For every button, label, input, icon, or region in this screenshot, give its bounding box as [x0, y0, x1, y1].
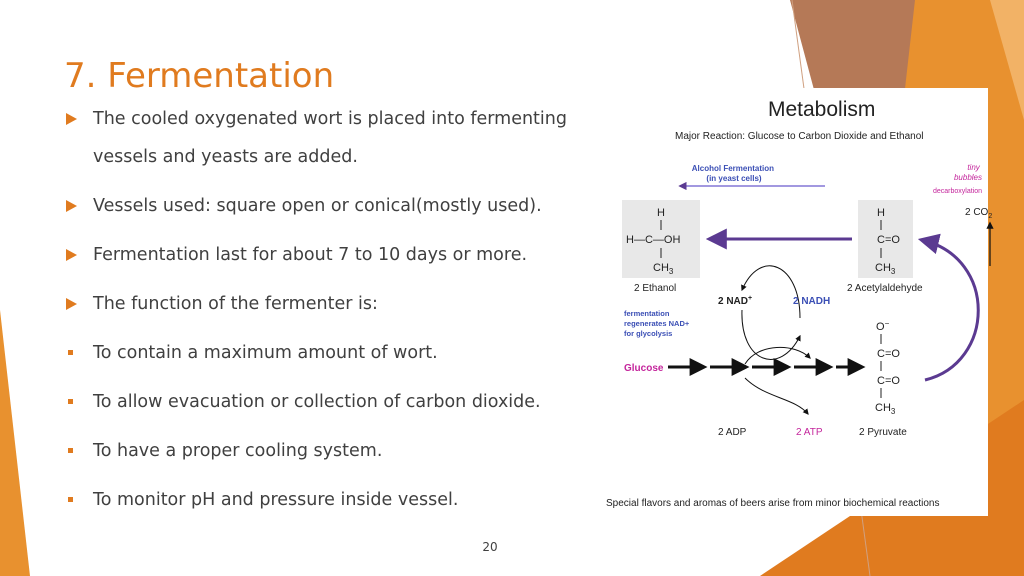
slide-title: 7. Fermentation	[64, 56, 335, 96]
sub-bullet-item	[66, 432, 606, 470]
diagram-heading: Metabolism	[768, 98, 876, 121]
square-bullet-icon	[66, 481, 80, 519]
bullet-item	[66, 100, 606, 176]
square-bullet-icon	[66, 432, 80, 470]
pyruvate-row: C=O	[877, 375, 900, 387]
bullet-item	[66, 187, 606, 225]
glucose-label: Glucose	[624, 363, 664, 374]
triangle-bullet-icon	[66, 236, 80, 274]
sub-bullet-item	[66, 334, 606, 372]
acetaldehyde-methyl-subscript: 3	[890, 267, 896, 276]
triangle-bullet-icon	[66, 285, 80, 323]
co2-text: 2 CO	[965, 207, 989, 218]
nad-plus-superscript: +	[748, 295, 753, 302]
bullet-text: To allow evacuation or collection of carbon dioxide.	[93, 392, 541, 412]
ethanol-label: 2 Ethanol	[634, 283, 677, 294]
diagram-footer: Special flavors and aromas of beers arise from minor biochemical reactions	[606, 498, 940, 509]
metabolism-diagram	[600, 88, 993, 516]
nad-plus-text: 2 NAD	[718, 296, 749, 307]
alcohol-fermentation-line: (in yeast cells)	[706, 174, 762, 183]
bullet-text: To contain a maximum amount of wort.	[93, 343, 438, 363]
pyruvate-methyl-subscript: 3	[890, 407, 896, 416]
atp-label: 2 ATP	[796, 427, 823, 438]
ethanol-atom: H	[657, 207, 665, 219]
ethanol-row: H—C—OH	[626, 234, 681, 246]
pyruvate-label: 2 Pyruvate	[859, 427, 907, 438]
ethanol-methyl-subscript: 3	[668, 267, 674, 276]
bullet-item	[66, 285, 606, 323]
fermentation-note-line: fermentation	[624, 309, 670, 318]
square-bullet-icon	[66, 383, 80, 421]
diagram-subheading: Major Reaction: Glucose to Carbon Dioxide and Ethanol	[675, 131, 924, 142]
nadh-label: 2 NADH	[793, 296, 831, 307]
acetaldehyde-label: 2 Acetylaldehyde	[847, 283, 923, 294]
sub-bullet-item	[66, 481, 606, 519]
pyruvate-charge: −	[884, 319, 890, 328]
bullet-text: To monitor pH and pressure inside vessel.	[93, 490, 459, 510]
bullet-text: To have a proper cooling system.	[93, 441, 383, 461]
alcohol-fermentation-line: Alcohol Fermentation	[691, 164, 774, 173]
acetaldehyde-row: C=O	[877, 234, 900, 246]
bullet-list	[66, 100, 606, 530]
acetaldehyde-atom: H	[877, 207, 885, 219]
tiny-bubbles-line: bubbles	[953, 173, 982, 182]
triangle-bullet-icon	[66, 187, 80, 225]
fermentation-note-line: for glycolysis	[624, 329, 673, 338]
pyruvate-row: C=O	[877, 348, 900, 360]
bullet-text: The function of the fermenter is:	[93, 294, 378, 314]
bullet-item	[66, 236, 606, 274]
triangle-bullet-icon	[66, 100, 80, 138]
square-bullet-icon	[66, 334, 80, 372]
ethanol-methyl-text: CH	[653, 262, 669, 274]
pyruvate-methyl-text: CH	[875, 402, 891, 414]
bullet-text: The cooled oxygenated wort is placed into fermenting vessels and yeasts are added.	[93, 109, 567, 167]
fermentation-note-line: regenerates NAD+	[624, 319, 690, 328]
left-edge-stripe	[0, 310, 30, 576]
adp-label: 2 ADP	[718, 427, 747, 438]
page-number: 20	[482, 540, 498, 554]
nad-plus-label	[718, 295, 752, 307]
acetaldehyde-methyl-text: CH	[875, 262, 891, 274]
tiny-bubbles-line: tiny	[967, 163, 980, 172]
bullet-text: Vessels used: square open or conical(mostly used).	[93, 196, 542, 216]
sub-bullet-item	[66, 383, 606, 421]
bullet-text: Fermentation last for about 7 to 10 days or more.	[93, 245, 528, 265]
decarboxylation-label: decarboxylation	[932, 188, 982, 195]
co2-subscript: 2	[988, 213, 993, 220]
pyruvate-oxygen: O	[876, 321, 885, 333]
